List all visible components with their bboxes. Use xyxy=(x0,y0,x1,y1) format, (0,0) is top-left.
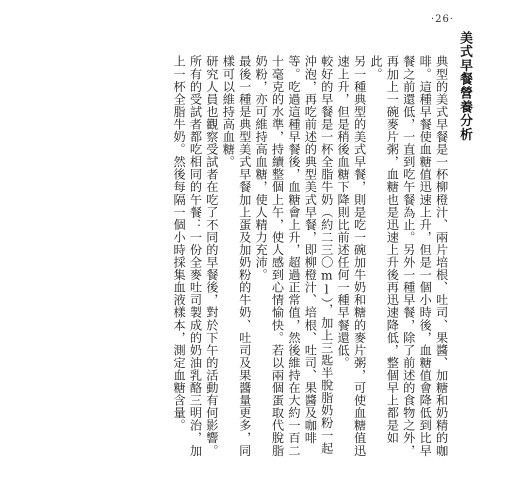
paragraph: 研究人員也觀察受試者在吃了不同的早餐後，對於下午的活動有何影響。所有的受試者都吃相同的午餐：一份全麥吐司製成的奶油乳酪三明治，加上一杯全脂牛奶。然後每隔一個小時採集血液樣本，測定血糖含量。 xyxy=(172,55,219,457)
article-body xyxy=(171,31,472,461)
paragraph: 典型的美式早餐是一杯柳橙汁、兩片培根、吐司、果醬、加糖和奶精的咖啡。這種早餐使血糖值迅速上升，但是一個小時後，血糖值會降低到比早餐之前還低，一直到吃午餐為止。另外一種早餐，除了前述的食物之外，再加上一碗麥片粥，血糖也是迅速上升後再迅速降低，整個早上都是如此。 xyxy=(368,55,449,457)
paragraph: 較好的早餐是一杯全脂牛奶（約二三〇ml），加上三匙半脫脂奶粉一起沖泡，再吃前述的典型美式早餐，即柳橙汁、培根、吐司、果醬及咖啡等。吃過這種早餐後，血糖會上升，超過正常值，然後維持在大約一百二十毫克的水準，持續整個上午，使人感到心情愉快。若以兩個蛋取代脫脂奶粉，亦可維持高血糖，使人精力充沛。 xyxy=(254,55,334,457)
section-title: 美式早餐營養分析 xyxy=(457,31,472,142)
paragraph: 另一種典型的美式早餐，則是吃一碗加牛奶和糖的麥片粥，可使血糖值迅速上升，但是稍後血糖下降則比前述任何一種早餐還低。 xyxy=(336,55,367,457)
page-number: ‧26‧ xyxy=(430,14,454,25)
paragraph: 最後一種是典型美式早餐加上蛋及加奶粉的牛奶、吐司及果醬量更多，同樣可以維持高血糖。 xyxy=(221,55,252,457)
